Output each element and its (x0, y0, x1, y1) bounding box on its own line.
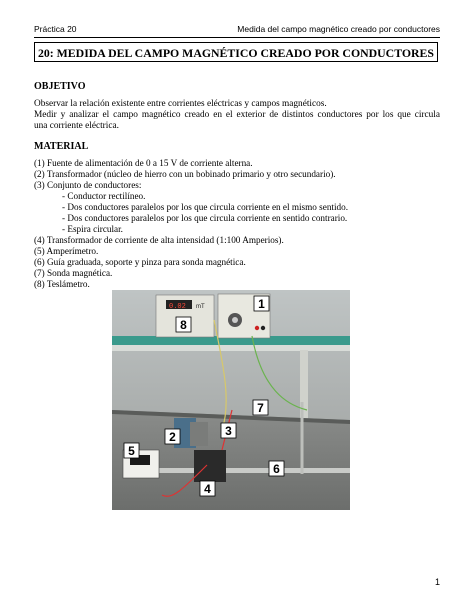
photo-label-4: 4 (204, 482, 211, 496)
material-item: (1) Fuente de alimentación de 0 a 15 V de corriente alterna. (34, 158, 253, 168)
material-item: (5) Amperímetro. (34, 246, 99, 256)
material-item: (7) Sonda magnética. (34, 268, 113, 278)
material-item: (3) Conjunto de conductores: (34, 180, 142, 190)
page-header (34, 24, 440, 38)
material-subitem: - Espira circular. (62, 224, 123, 234)
page-title: 20: MEDIDA DEL CAMPO MAGNÉTICO CREADO POR CONDUCTORES (34, 42, 438, 62)
material-subitem: - Dos conductores paralelos por los que circula corriente en sentido contrario. (62, 213, 348, 223)
header-rule (34, 37, 440, 38)
material-item: (6) Guía graduada, soporte y pinza para sonda magnética. (34, 257, 246, 267)
equipment-photo (112, 290, 350, 510)
material-item: (8) Teslámetro. (34, 279, 90, 289)
header-left: Práctica 20 (34, 24, 77, 34)
objetivo-line-2a: Medir y analizar el campo magnético creado en el exterior de distintos conductores por los que circula (34, 110, 440, 120)
page-number: 1 (434, 577, 440, 587)
photo-label-3: 3 (225, 424, 232, 438)
material-subitem: - Dos conductores paralelos por los que circula corriente en el mismo sentido. (62, 202, 349, 212)
teslameter-unit: mT (196, 304, 205, 310)
photo-label-8: 8 (180, 318, 187, 332)
material-subitem: - Conductor rectilíneo. (62, 191, 146, 201)
teslameter-display: 0.02 (169, 303, 186, 311)
material-heading: MATERIAL (34, 141, 89, 152)
header-right: Medida del campo magnético creado por conductores (237, 24, 440, 34)
photo-label-7: 7 (257, 401, 264, 415)
photo-label-2: 2 (169, 430, 176, 444)
photo-label-6: 6 (273, 462, 280, 476)
photo-label-1: 1 (258, 297, 265, 311)
photo-label-5: 5 (128, 444, 135, 458)
objetivo-line-2b: una corriente eléctrica. (34, 121, 119, 131)
objetivo-line-1: Observar la relación existente entre corrientes eléctricas y campos magnéticos. (34, 99, 327, 109)
material-item: (2) Transformador (núcleo de hierro con un bobinado primario y otro secundario). (34, 169, 336, 179)
material-item: (4) Transformador de corriente de alta intensidad (1:100 Amperios). (34, 235, 284, 245)
objetivo-heading: OBJETIVO (34, 81, 86, 92)
